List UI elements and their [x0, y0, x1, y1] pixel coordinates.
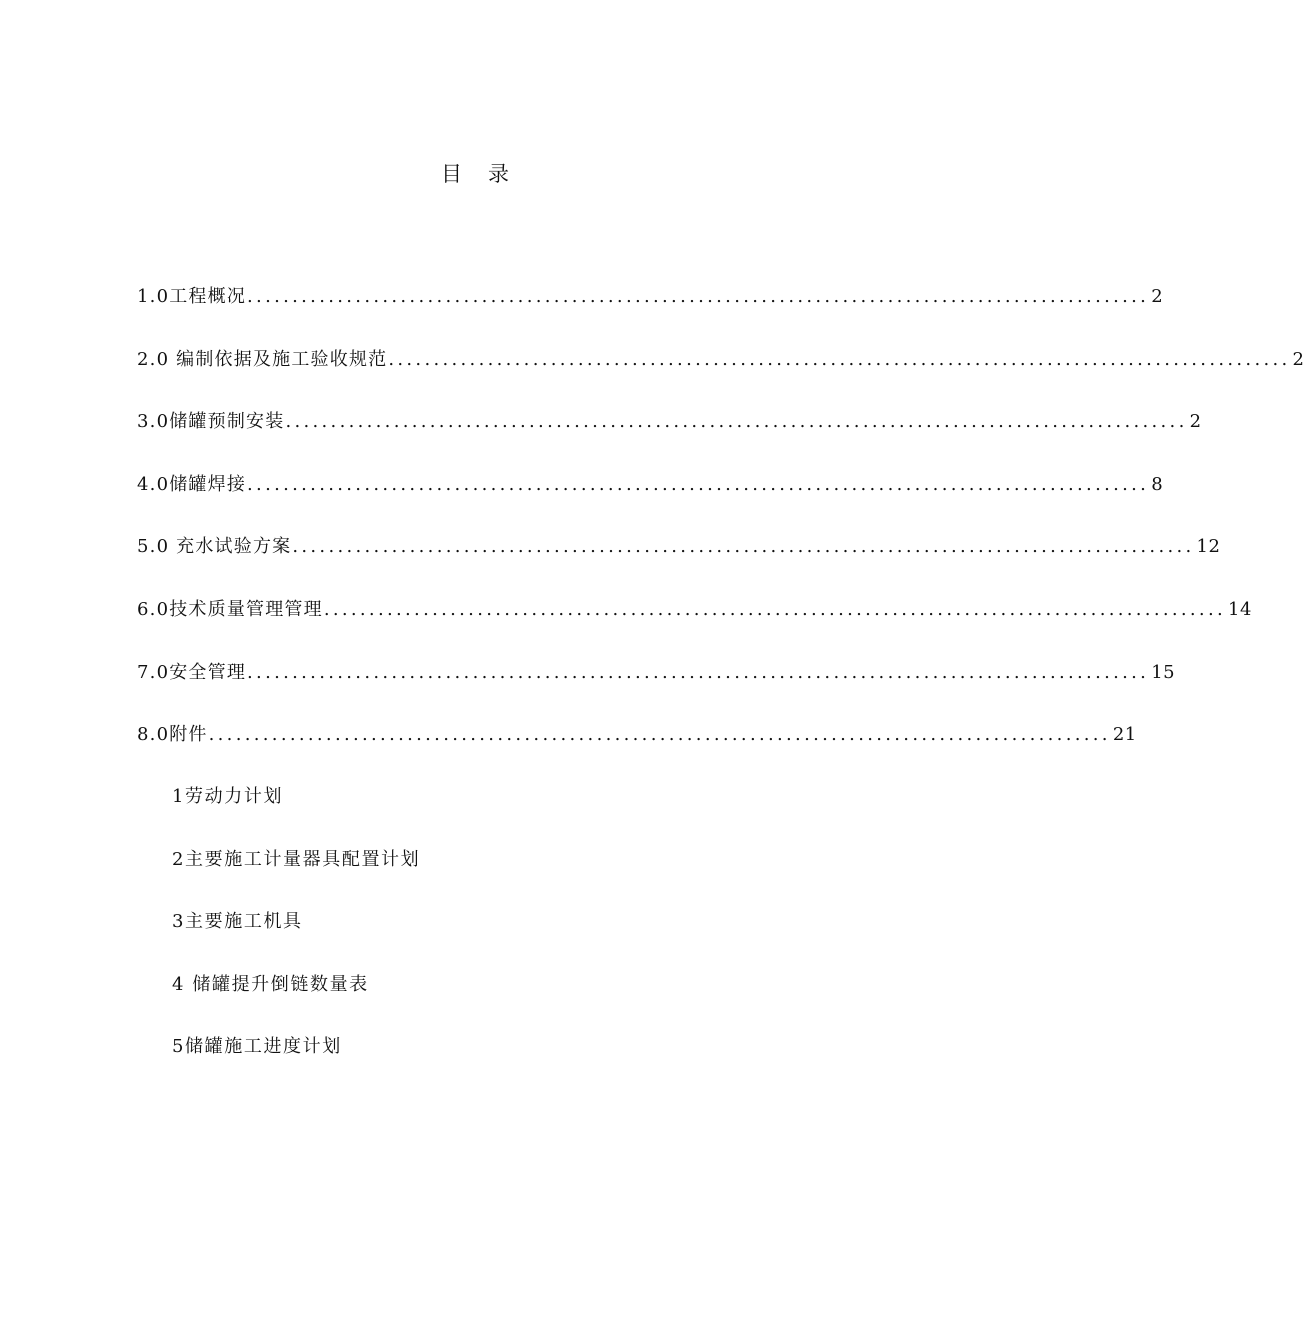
toc-entry-label: 3.0储罐预制安装 — [137, 411, 285, 433]
toc-entry-page: 2 — [1189, 411, 1202, 433]
toc-entry[interactable] — [137, 345, 1304, 408]
toc-entry-label: 2.0 编制依据及施工验收规范 — [137, 348, 388, 370]
toc-leader-dots: .................................................................................................... — [323, 598, 1226, 620]
toc-leader-dots: .................................................................................................... — [388, 348, 1291, 370]
title-char-2: 录 — [488, 162, 509, 186]
toc-entry-label: 1.0工程概况 — [137, 286, 247, 307]
attachment-item[interactable]: 2主要施工计量器具配置计划 — [172, 848, 421, 870]
toc-entry[interactable] — [137, 470, 1164, 533]
toc-leader-dots: .................................................................................................... — [247, 473, 1150, 495]
toc-entry-page: 2 — [1292, 348, 1304, 370]
toc-entry[interactable] — [137, 282, 1164, 345]
toc-leader-dots: .................................................................................................... — [247, 661, 1150, 683]
toc-entry-label: 5.0 充水试验方案 — [137, 536, 292, 558]
toc-entry-page: 2 — [1151, 286, 1164, 307]
toc-leader-dots: .................................................................................................... — [285, 411, 1188, 433]
attachment-item[interactable]: 4 储罐提升倒链数量表 — [172, 973, 369, 995]
attachment-item[interactable]: 1劳动力计划 — [172, 786, 284, 807]
page-title — [0, 158, 950, 188]
attachment-item[interactable]: 3主要施工机具 — [172, 911, 303, 933]
toc-entry-label: 8.0附件 — [137, 724, 208, 746]
toc-entry[interactable] — [137, 532, 1221, 595]
toc-entry-label: 7.0安全管理 — [137, 661, 247, 683]
toc-leader-dots: .................................................................................................... — [208, 724, 1111, 746]
title-char-1: 目 — [441, 162, 462, 186]
toc-entry-page: 12 — [1196, 536, 1221, 558]
toc-entry-page: 8 — [1151, 473, 1164, 495]
toc-entry-page: 14 — [1228, 598, 1252, 620]
toc-entry-label: 6.0技术质量管理管理 — [137, 598, 323, 620]
toc-entry[interactable] — [137, 407, 1202, 470]
toc-entry[interactable] — [137, 595, 1252, 658]
attachment-item[interactable]: 5储罐施工进度计划 — [172, 1036, 342, 1058]
toc-entry-page: 21 — [1112, 724, 1137, 746]
toc-entry[interactable] — [137, 720, 1137, 783]
toc-leader-dots: .................................................................................................... — [292, 536, 1195, 558]
toc-leader-dots: .................................................................................................... — [247, 286, 1150, 307]
toc-entry[interactable] — [137, 658, 1176, 721]
attachment-list — [172, 782, 420, 1095]
table-of-contents — [137, 282, 1304, 783]
toc-entry-label: 4.0储罐焊接 — [137, 473, 247, 495]
toc-entry-page: 15 — [1151, 661, 1176, 683]
